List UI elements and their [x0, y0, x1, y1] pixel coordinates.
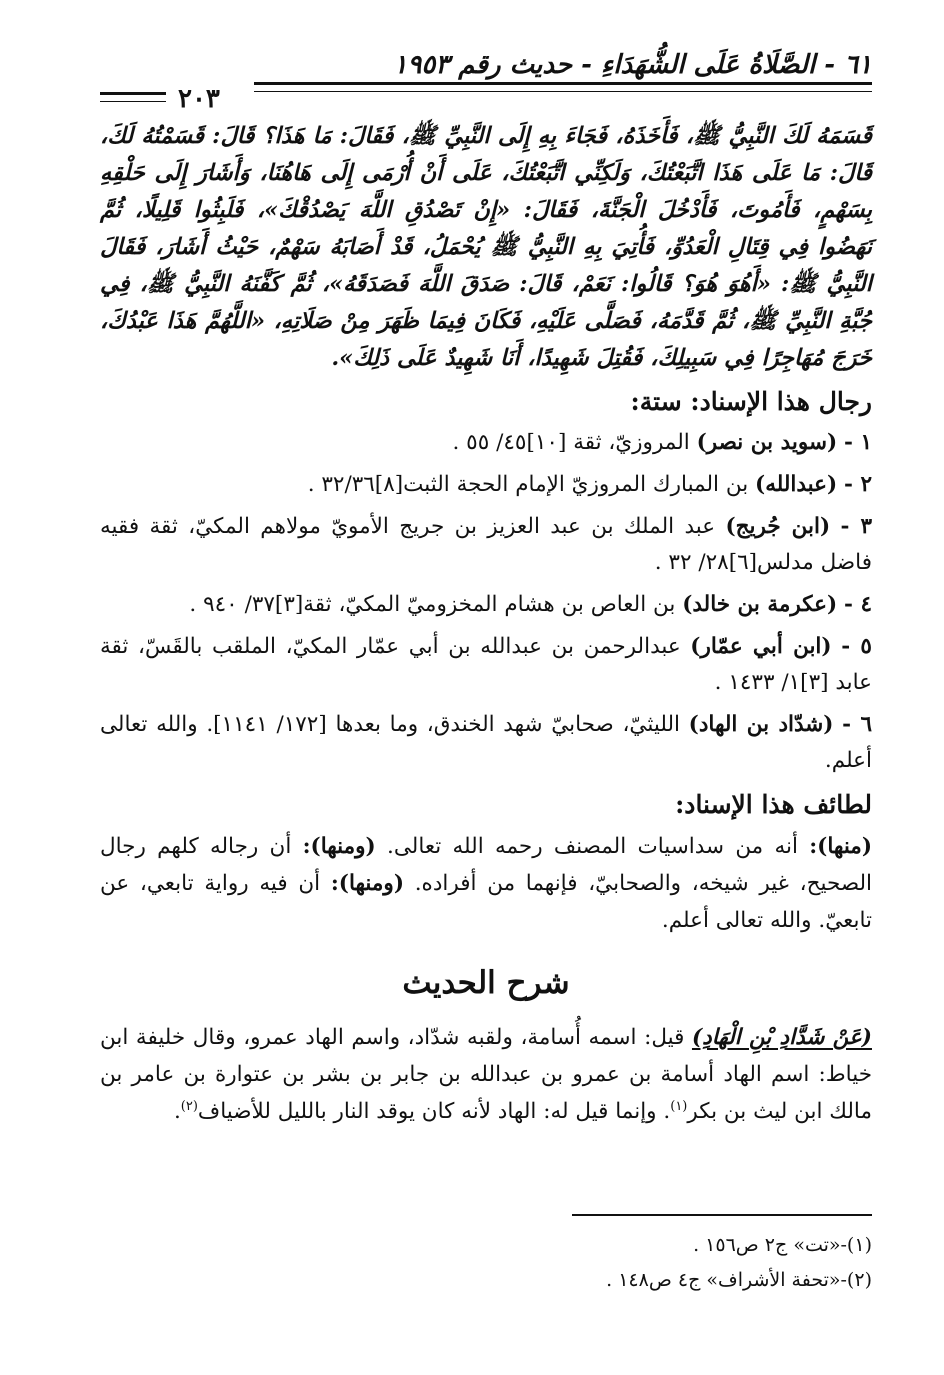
- page-number-double-rule: [100, 92, 166, 102]
- footnote-reference: (٢): [180, 1098, 198, 1114]
- sharh-keyword: (عَنْ شَدَّادِ بْنِ الْهَادِ): [691, 1025, 872, 1050]
- hadith-text: قَسَمَهُ لَكَ النَّبِيُّ ﷺ، فَأَخَذَهُ، فَجَاءَ بِهِ إِلَى النَّبِيِّ ﷺ، فَقَالَ: مَا هَذَا؟ قَالَ: قَسَمْتُهُ لَكَ، قَالَ: مَا عَلَى هَذَا اتَّبَعْتُكَ، وَلَكِنِّي اتَّبَعْتُكَ، عَلَى أَنْ أُرْمَى إِلَى هَاهُنَا، وَأَشَارَ إِلَى حَلْقِهِ بِسَهْمٍ، فَأَمُوتَ، فَأَدْخُلَ الْجَنَّةَ، فَقَالَ: «إِنْ تَصْدُقِ اللَّهَ يَصْدُقْكَ»، فَلَبِثُوا قَلِيلًا، ثُمَّ نَهَضُوا فِي قِتَالِ الْعَدُوِّ، فَأُتِيَ بِهِ النَّبِيُّ ﷺ يُحْمَلُ، قَدْ أَصَابَهُ سَهْمٌ، حَيْثُ أَشَارَ، فَقَالَ النَّبِيُّ ﷺ: «أَهُوَ هُوَ؟ قَالُوا: نَعَمْ، قَالَ: صَدَقَ اللَّهَ فَصَدَقَهُ»، ثُمَّ كَفَّنَهُ النَّبِيُّ ﷺ، فِي جُبَّةِ النَّبِيِّ ﷺ، ثُمَّ قَدَّمَهُ، فَصَلَّى عَلَيْهِ، فَكَانَ فِيمَا ظَهَرَ مِنْ صَلَاتِهِ، «اللَّهُمَّ هَذَا عَبْدُكَ، خَرَجَ مُهَاجِرًا فِي سَبِيلِكَ، فَقُتِلَ شَهِيدًا، أَنَا شَهِيدٌ عَلَى ذَلِكَ».: [100, 123, 872, 371]
- running-title: ٦١ - الصَّلَاةُ عَلَى الشُّهَدَاءِ - حديث رقم ١٩٥٣: [393, 50, 872, 80]
- narrator-number: ٥ -: [841, 634, 872, 659]
- narrator-name: (عكرمة بن خالد): [682, 592, 838, 617]
- lataif-text: أن رجاله كلهم رجال الصحيح، غير شيخه، والصحابيّ، فإنهما من أفراده.: [100, 834, 873, 896]
- sharh-text: .: [173, 1099, 181, 1124]
- page-body: [100, 118, 872, 1130]
- narrator-number: ١ -: [844, 430, 872, 455]
- narrator-name: (شدّاد بن الهاد): [688, 712, 834, 737]
- footnote: (١)-«تت» ج٢ ص١٥٦ .: [693, 1234, 872, 1256]
- narrator-number: ٤ -: [844, 592, 872, 617]
- sharh-paragraph: [100, 1019, 872, 1130]
- narrator-name: (سويد بن نصر): [696, 430, 838, 455]
- footnotes: [100, 1228, 872, 1298]
- narrator-description: عبد الملك بن عبد العزيز بن جريج الأمويّ مولاهم المكيّ، ثقة فقيه فاضل مدلس[٦]٢٨/ ٣٢ .: [100, 514, 872, 575]
- header-double-rule: [254, 82, 872, 92]
- narrator-item: [100, 629, 872, 701]
- lataif-paragraph: [100, 828, 872, 939]
- narrator-description: عبدالرحمن بن عبدالله بن أبي عمّار المكيّ، الملقب بالقَسّ، ثقة عابد [٣]١/ ١٤٣٣ .: [100, 634, 872, 695]
- narrator-description: الليثيّ، صحابيّ شهد الخندق، وما بعدها [١٧٢/ ١١٤١]. والله تعالى أعلم.: [100, 712, 872, 773]
- lataif-text: أنه من سداسيات المصنف رحمه الله تعالى.: [375, 834, 810, 859]
- lataif-marker: (منها):: [809, 834, 872, 859]
- narrator-description: المروزيّ، ثقة [١٠]٤٥/ ٥٥ .: [452, 430, 697, 455]
- narrator-description: بن المبارك المروزيّ الإمام الحجة الثبت[٨]٣٢/٣٦ .: [307, 472, 756, 497]
- sharh-text: قيل: اسمه أُسامة، ولقبه شدّاد، واسم الهاد عمرو، وقال خليفة ابن خياط: اسم الهاد أسامة بن عمرو بن عبدالله بن جابر بن بشر بن عتوارة بن عامر بن مالك ابن ليث بن بكر: [100, 1025, 872, 1124]
- narrator-description: بن العاص بن هشام المخزوميّ المكيّ، ثقة[٣]٣٧/ ٩٤٠ .: [189, 592, 683, 617]
- sharh-title: شرح الحديث: [402, 965, 570, 1001]
- narrator-number: ٣ -: [840, 514, 872, 539]
- lataif-marker: (ومنها):: [330, 871, 404, 896]
- lataif-marker: (ومنها):: [302, 834, 376, 859]
- narrator-name: (عبدالله): [755, 472, 838, 497]
- narrator-name: (ابن أبي عمّار): [690, 634, 832, 659]
- narrator-item: [100, 509, 872, 581]
- narrator-item: [100, 467, 872, 503]
- narrator-name: (ابن جُريج): [725, 514, 831, 539]
- lataif-heading: لطائف هذا الإسناد:: [675, 790, 872, 819]
- page-number: ٢٠٣: [178, 84, 220, 114]
- page-header: [100, 50, 872, 114]
- lataif-text: أن فيه رواية تابعي، عن تابعيّ. والله تعالى أعلم.: [100, 871, 872, 933]
- narrator-item: [100, 587, 872, 623]
- narrator-number: ٦ -: [842, 712, 873, 737]
- rijal-heading: رجال هذا الإسناد: ستة:: [630, 387, 872, 416]
- footnote: (٢)-«تحفة الأشراف» ج٤ ص١٤٨ .: [606, 1269, 872, 1291]
- narrator-item: [100, 425, 872, 461]
- footnote-separator: [572, 1214, 872, 1216]
- footnote-reference: (١): [670, 1098, 688, 1114]
- narrator-item: [100, 707, 872, 779]
- sharh-text: . وإنما قيل له: الهاد لأنه كان يوقد النار بالليل للأضياف: [197, 1099, 671, 1124]
- narrator-number: ٢ -: [844, 472, 872, 497]
